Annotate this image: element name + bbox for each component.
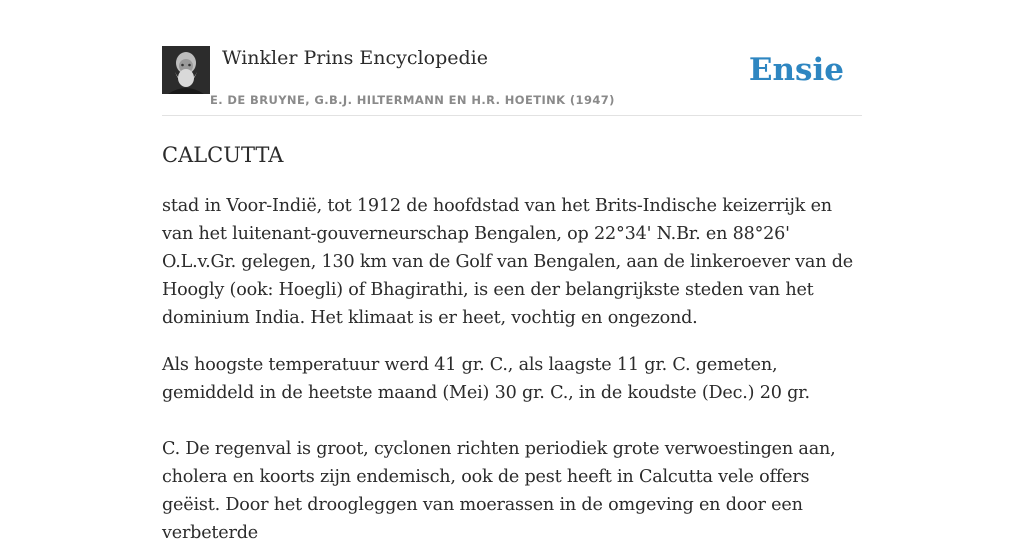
author-avatar (162, 46, 210, 94)
article-body (162, 192, 862, 547)
site-header (162, 46, 862, 116)
author-byline: E. DE BRUYNE, G.B.J. HILTERMANN EN H.R. HOETINK (1947) (210, 93, 615, 107)
page (162, 0, 862, 543)
article-paragraph: C. De regenval is groot, cyclonen richten periodiek grote verwoestingen aan, cholera en koorts zijn endemisch, ook de pest heeft in Calcutta vele offers geëist. Door het droogleggen van moerassen in de omgeving en door een verbeterde (162, 439, 836, 543)
ensie-logo-link[interactable]: Ensie (748, 52, 844, 88)
author-portrait-icon (162, 46, 210, 94)
article-title: CALCUTTA (162, 143, 284, 167)
site-title[interactable]: Winkler Prins Encyclopedie (222, 47, 488, 69)
article-paragraph: Als hoogste temperatuur werd 41 gr. C., als laagste 11 gr. C. gemeten, gemiddeld in de heetste maand (Mei) 30 gr. C., in de koudste (Dec.) 20 gr. (162, 355, 810, 403)
article-paragraph: stad in Voor-Indië, tot 1912 de hoofdstad van het Brits-Indische keizerrijk en van het luitenant-gouverneurschap Bengalen, op 22°34' N.Br. en 88°26' O.L.v.Gr. gelegen, 130 km van de Golf van Bengalen, aan de linkeroever van de Hoogly (ook: Hoegli) of Bhagirathi, is een der belangrijkste steden van het dominium India. Het klimaat is er heet, vochtig en ongezond. (162, 196, 853, 328)
